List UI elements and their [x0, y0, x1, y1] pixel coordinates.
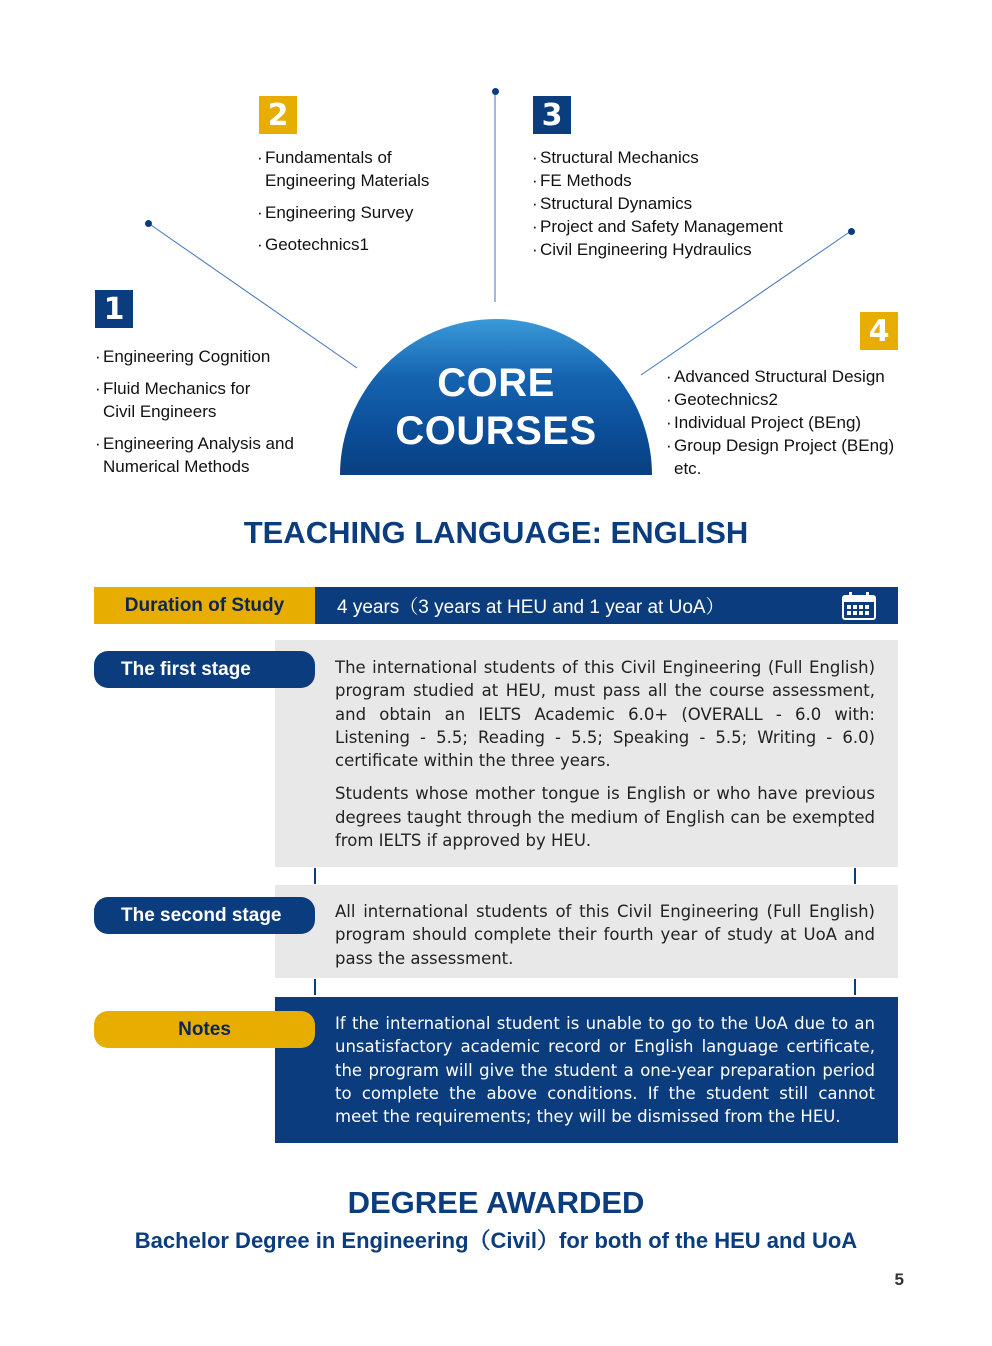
- second-stage-label: The second stage: [94, 897, 315, 934]
- duration-label: Duration of Study: [94, 587, 315, 624]
- course-group-1-list: [95, 345, 335, 478]
- notes-label: Notes: [94, 1011, 315, 1048]
- first-stage-panel: [275, 640, 898, 867]
- calendar-icon: [842, 592, 876, 626]
- page-number: 5: [894, 1270, 904, 1289]
- list-item: · Group Design Project (BEng) etc.: [666, 434, 906, 480]
- first-stage-paragraph-2: Students whose mother tongue is English or who have previous degrees taught through the medium of English can be exempted from IELTS if approved by HEU.: [335, 784, 875, 851]
- core-courses-dome: [340, 319, 652, 475]
- connector-left: [314, 979, 316, 995]
- list-item: · Engineering Survey: [257, 201, 487, 224]
- duration-value: 4 years（3 years at HEU and 1 year at UoA）: [337, 597, 725, 618]
- duration-bar: [94, 587, 898, 624]
- list-item: · Geotechnics2: [666, 388, 906, 411]
- connector-left: [314, 868, 316, 884]
- course-group-3-list: [532, 146, 832, 261]
- list-item: · Project and Safety Management: [532, 215, 832, 238]
- list-item: · Advanced Structural Design: [666, 365, 906, 388]
- list-item: · Fundamentals of Engineering Materials: [257, 146, 487, 192]
- connector-dot-1: [145, 220, 152, 227]
- degree-heading: DEGREE AWARDED: [347, 1185, 645, 1220]
- list-item: · Structural Dynamics: [532, 192, 832, 215]
- list-item: · Civil Engineering Hydraulics: [532, 238, 832, 261]
- connector-dot-4: [848, 228, 855, 235]
- list-item: · FE Methods: [532, 169, 832, 192]
- teaching-language-heading: TEACHING LANGUAGE: ENGLISH: [243, 515, 749, 550]
- list-item: · Engineering Analysis and Numerical Methods: [95, 432, 335, 478]
- second-stage-text: All international students of this Civil Engineering (Full English) program should complete their fourth year of study at UoA and pass the assessment.: [335, 902, 875, 968]
- core-courses-title-line1: CORE: [437, 361, 555, 405]
- list-item: · Geotechnics1: [257, 233, 487, 256]
- notes-text: If the international student is unable to go to the UoA due to an unsatisfactory academic record or English language certificate, the program will give the student a one-year preparation period to complete the above conditions. If the student still cannot meet the requirements; they will be dismissed from the HEU.: [335, 1014, 875, 1127]
- degree-subtitle: Bachelor Degree in Engineering（Civil）for both of the HEU and UoA: [134, 1228, 858, 1253]
- first-stage-paragraph-1: The international students of this Civil Engineering (Full English) program studied at HEU, must pass all the course assessment, and obtain an IELTS Academic 6.0+ (OVERALL - 6.0 with: Listening - 5.5; Reading - 5.5; Speaking - 5.5; Writing - 6.0) certificate within the three years.: [335, 658, 875, 771]
- connector-right: [854, 979, 856, 995]
- duration-value-cell: [315, 587, 898, 624]
- connector-dot-top: [492, 88, 499, 95]
- course-group-3-badge: 3: [533, 96, 571, 134]
- list-item: · Structural Mechanics: [532, 146, 832, 169]
- first-stage-text: [335, 656, 875, 862]
- notes-panel: [275, 997, 898, 1143]
- course-group-2-list: [257, 146, 487, 266]
- course-group-4-badge: 4: [860, 312, 898, 350]
- list-item: · Fluid Mechanics for Civil Engineers: [95, 377, 335, 423]
- first-stage-label: The first stage: [94, 651, 315, 688]
- course-group-1-badge: 1: [95, 290, 133, 328]
- list-item: · Engineering Cognition: [95, 345, 335, 368]
- second-stage-panel: [275, 885, 898, 978]
- connector-right: [854, 868, 856, 884]
- list-item: · Individual Project (BEng): [666, 411, 906, 434]
- core-courses-title-line2: COURSES: [395, 409, 597, 453]
- course-group-4-list: [666, 365, 906, 480]
- course-group-2-badge: 2: [259, 96, 297, 134]
